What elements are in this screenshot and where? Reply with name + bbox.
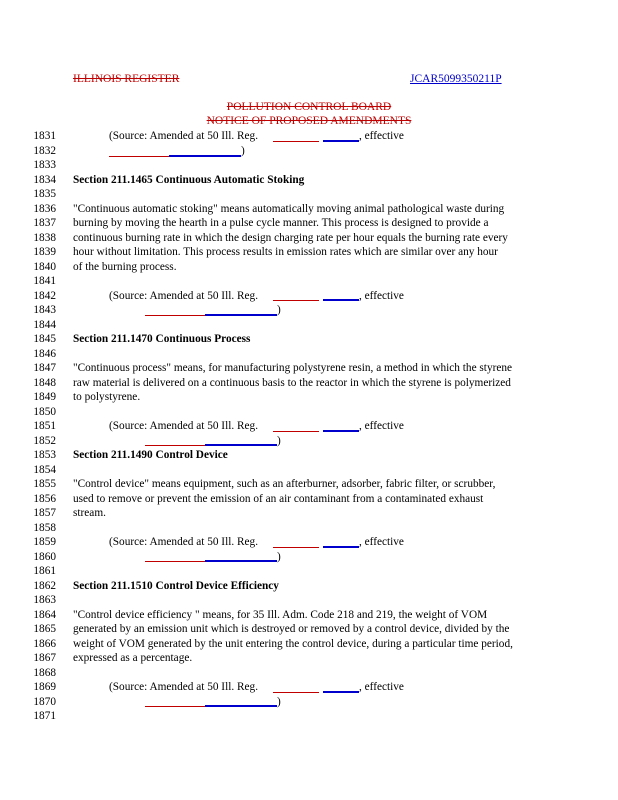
- section-text: burning by moving the hearth in a pulse cycle manner. This process is designed to provide a: [73, 217, 489, 229]
- inserted-blank: [323, 299, 359, 301]
- redline-blank: [145, 445, 205, 446]
- source-close: ): [277, 434, 281, 447]
- line-number: 1865: [33, 623, 56, 635]
- source-note: (Source: Amended at 50 Ill. Reg.: [109, 130, 259, 142]
- line-number: 1858: [33, 521, 56, 534]
- line-number: 1859: [33, 536, 56, 548]
- line-number: 1854: [33, 463, 56, 476]
- line-number: 1850: [33, 405, 56, 418]
- source-effective: , effective: [359, 289, 404, 302]
- line-number: 1847: [33, 362, 56, 374]
- section-heading: Section 211.1465 Continuous Automatic Stoking: [73, 173, 305, 186]
- line-number: 1832: [33, 144, 56, 157]
- inserted-blank: [323, 691, 359, 693]
- section-text: "Continuous process" means, for manufacturing polystyrene resin, a method in which the styrene: [73, 362, 513, 374]
- line-number: 1857: [33, 507, 56, 519]
- line-number: 1845: [33, 333, 56, 345]
- jcar-code: JCAR5099350211P: [410, 73, 502, 85]
- line-number: 1839: [33, 246, 56, 258]
- line-number: 1869: [33, 681, 56, 693]
- redline-blank: [273, 141, 319, 142]
- source-close: ): [277, 695, 281, 708]
- line-number: 1862: [33, 579, 56, 592]
- notice-title: NOTICE OF PROPOSED AMENDMENTS: [206, 115, 412, 127]
- redline-blank: [273, 300, 319, 301]
- section-text: continuous burning rate in which the design charging rate per hour equals the burning rate every: [73, 231, 508, 244]
- line-number: 1867: [33, 652, 56, 664]
- inserted-blank: [205, 444, 277, 446]
- inserted-blank: [205, 314, 277, 316]
- register-title: ILLINOIS REGISTER: [73, 73, 180, 85]
- source-note: (Source: Amended at 50 Ill. Reg.: [109, 681, 259, 693]
- line-number: 1856: [33, 492, 56, 505]
- source-close: ): [277, 304, 281, 316]
- line-number: 1834: [33, 173, 56, 186]
- source-effective: , effective: [359, 420, 404, 432]
- section-text: hour without limitation. This process results in emission rates which are similar over any hour: [73, 246, 498, 258]
- line-number: 1831: [33, 130, 56, 142]
- line-number: 1848: [33, 376, 56, 389]
- line-number: 1852: [33, 434, 56, 447]
- redline-blank: [109, 156, 169, 157]
- redline-blank: [145, 561, 205, 562]
- line-number: 1864: [33, 608, 56, 621]
- source-effective: , effective: [359, 681, 404, 693]
- redline-blank: [273, 547, 319, 548]
- section-text: "Control device" means equipment, such as an afterburner, adsorber, fabric filter, or scrubber,: [73, 478, 496, 490]
- line-number: 1855: [33, 478, 56, 490]
- line-number: 1842: [33, 289, 56, 302]
- line-number: 1863: [33, 594, 56, 606]
- line-number: 1843: [33, 304, 56, 316]
- inserted-blank: [323, 546, 359, 548]
- line-number: 1836: [33, 202, 56, 215]
- line-number: 1870: [33, 695, 56, 708]
- line-number: 1837: [33, 217, 56, 229]
- inserted-blank: [323, 430, 359, 432]
- inserted-blank: [205, 560, 277, 562]
- agency-title: POLLUTION CONTROL BOARD: [226, 101, 392, 113]
- inserted-blank: [323, 140, 359, 142]
- source-note: (Source: Amended at 50 Ill. Reg.: [109, 420, 259, 432]
- line-number: 1853: [33, 449, 56, 461]
- line-number: 1871: [33, 710, 56, 722]
- source-close: ): [277, 550, 281, 563]
- line-number: 1851: [33, 420, 56, 432]
- redline-blank: [273, 692, 319, 693]
- line-number: 1844: [33, 318, 56, 331]
- line-number: 1838: [33, 231, 56, 244]
- section-text: "Continuous automatic stoking" means automatically moving animal pathological waste during: [73, 202, 505, 215]
- section-text: generated by an emission unit which is destroyed or removed by a control device, divided by the: [73, 623, 510, 635]
- source-note: (Source: Amended at 50 Ill. Reg.: [109, 536, 259, 548]
- line-number: 1833: [33, 159, 56, 171]
- section-text: weight of VOM generated by the unit entering the control device, during a particular time period,: [73, 637, 513, 650]
- section-text: used to remove or prevent the emission of an air contaminant from a contaminated exhaust: [73, 492, 484, 505]
- source-effective: , effective: [359, 536, 404, 548]
- section-text: expressed as a percentage.: [73, 652, 193, 664]
- line-number: 1840: [33, 260, 56, 273]
- inserted-blank: [205, 705, 277, 707]
- redline-blank: [145, 315, 205, 316]
- section-text: stream.: [73, 507, 106, 519]
- section-text: to polystyrene.: [73, 391, 141, 403]
- source-close: ): [241, 144, 245, 157]
- source-note: (Source: Amended at 50 Ill. Reg.: [109, 289, 259, 302]
- section-heading: Section 211.1490 Control Device: [73, 449, 228, 461]
- line-number: 1860: [33, 550, 56, 563]
- section-text: raw material is delivered on a continuous basis to the reactor in which the styrene is polymerized: [73, 376, 511, 389]
- line-number: 1866: [33, 637, 56, 650]
- line-number: 1868: [33, 666, 56, 679]
- section-heading: Section 211.1470 Continuous Process: [73, 333, 251, 345]
- section-text: "Control device efficiency " means, for 35 Ill. Adm. Code 218 and 219, the weight of VOM: [73, 608, 488, 621]
- line-number: 1849: [33, 391, 56, 403]
- inserted-blank: [169, 155, 241, 157]
- line-number: 1835: [33, 188, 56, 200]
- redline-blank: [273, 431, 319, 432]
- line-number: 1846: [33, 347, 56, 360]
- redline-blank: [145, 706, 205, 707]
- section-text: of the burning process.: [73, 260, 177, 273]
- line-number: 1841: [33, 275, 56, 287]
- source-effective: , effective: [359, 130, 404, 142]
- line-number: 1861: [33, 565, 56, 577]
- section-heading: Section 211.1510 Control Device Efficiency: [73, 579, 279, 592]
